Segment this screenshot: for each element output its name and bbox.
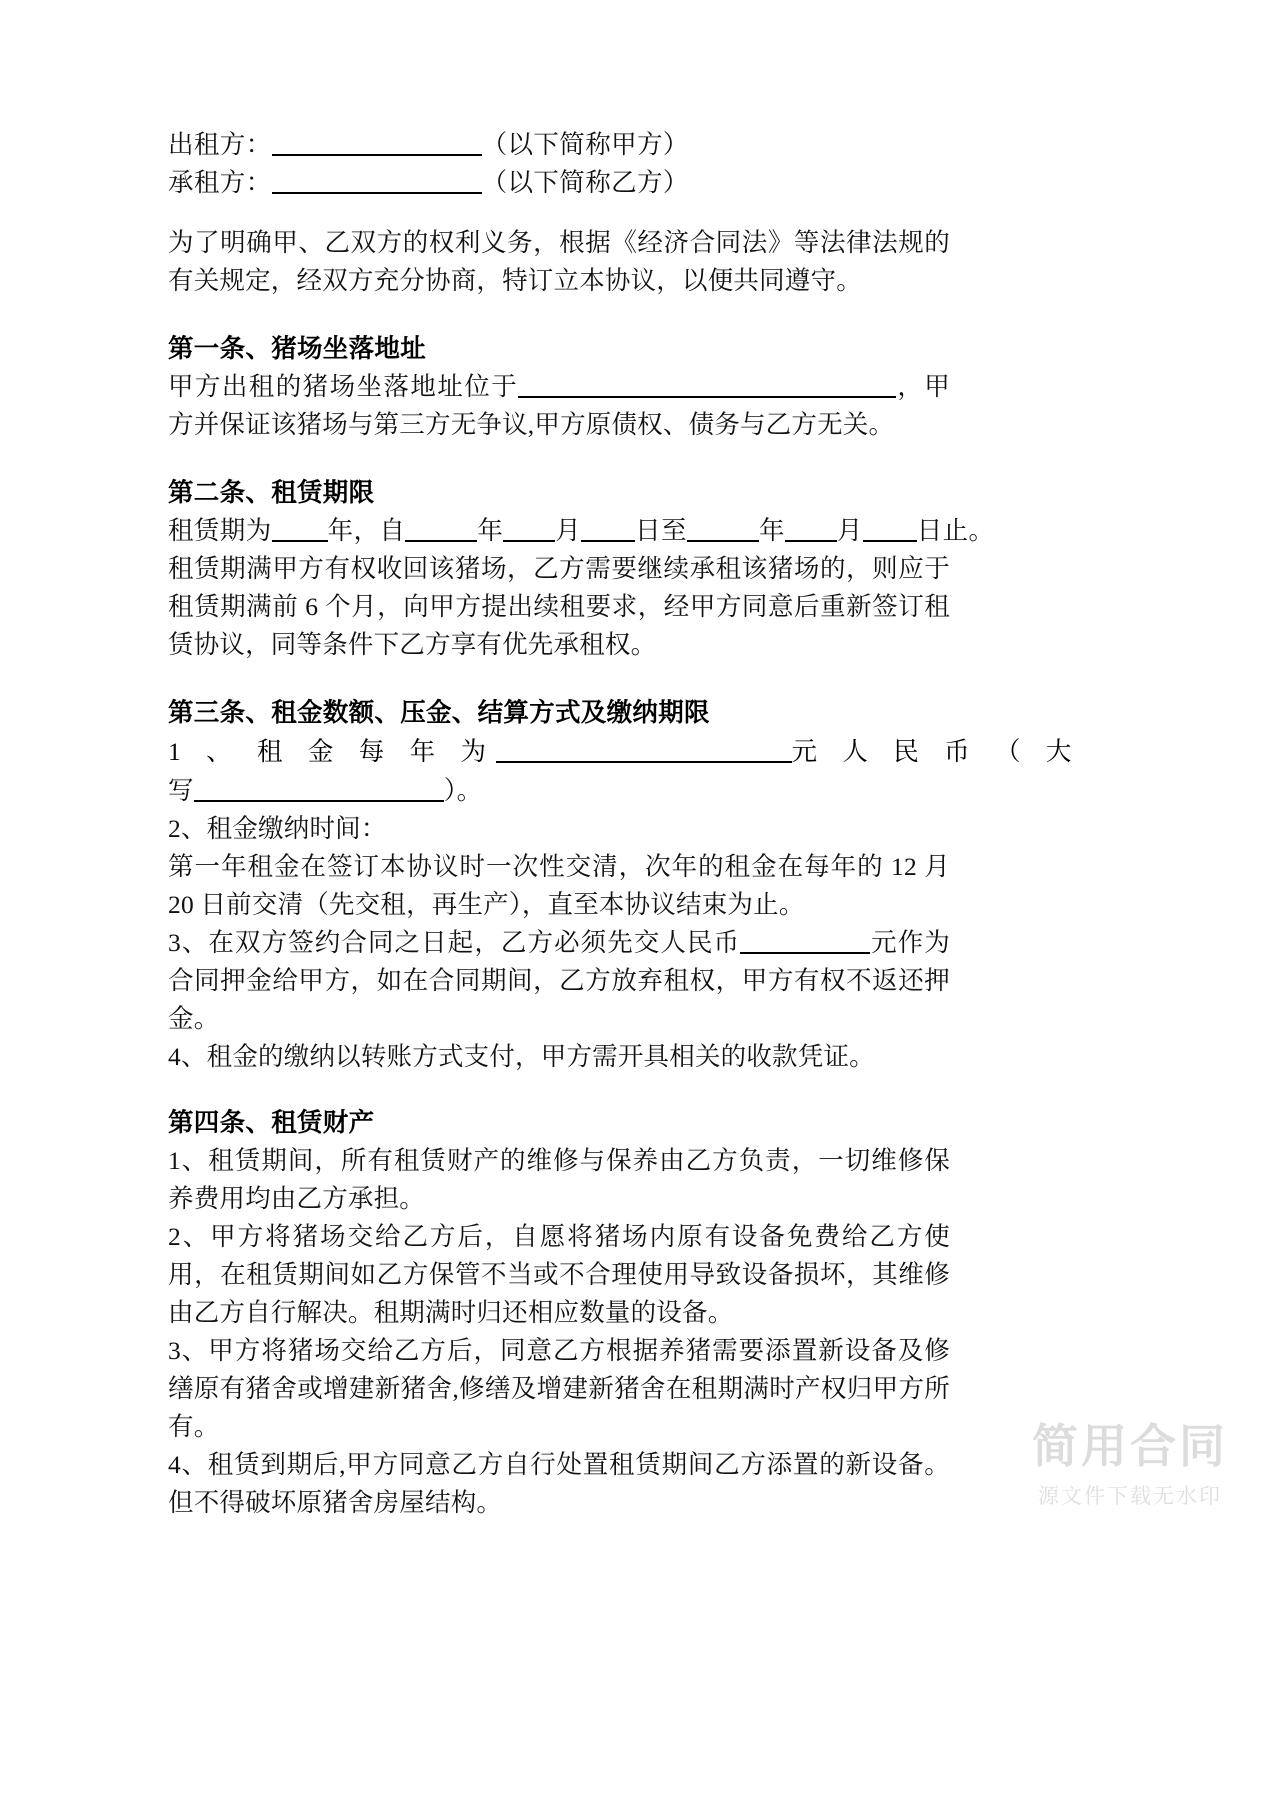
start-day-blank[interactable] xyxy=(581,518,635,542)
spacer xyxy=(168,202,950,224)
spacer xyxy=(168,664,950,694)
end-day-blank[interactable] xyxy=(863,518,917,542)
start-month-blank[interactable] xyxy=(503,518,555,542)
section-4-item-4: 4、租赁到期后,甲方同意乙方自行处置租赁期间乙方添置的新设备。但不得破坏原猪舍房屋结构。 xyxy=(168,1450,950,1517)
rent-mid: 元 人 民 币 （ 大 xyxy=(791,737,1081,766)
deposit-amount-blank[interactable] xyxy=(740,930,870,954)
section-4-item-3: 3、甲方将猪场交给乙方后，同意乙方根据养猪需要添置新设备及修缮原有猪舍或增建新猪舍,修缮及增建新猪舍在租期满时产权归甲方所有。 xyxy=(168,1336,950,1441)
start-day-label: 日至 xyxy=(635,516,687,545)
section-3-heading: 第三条、租金数额、压金、结算方式及缴纳期限 xyxy=(168,698,710,727)
start-month-label: 月 xyxy=(555,516,582,545)
term-prefix: 租赁期为 xyxy=(168,516,272,545)
term-years-blank[interactable] xyxy=(272,518,328,542)
capital-amount-blank[interactable] xyxy=(194,778,444,802)
address-blank-1[interactable] xyxy=(518,374,658,398)
capital-amount-tail: ）。 xyxy=(443,776,483,805)
lessee-line xyxy=(168,164,950,202)
watermark xyxy=(1032,1420,1228,1510)
section-3-item-1-line-1 xyxy=(168,732,1081,772)
lessee-label: 承租方： xyxy=(168,168,272,197)
term-year-unit: 年，自 xyxy=(327,516,406,545)
document-content xyxy=(168,126,1081,1522)
spacer xyxy=(168,1076,950,1104)
end-day-label: 日止。 xyxy=(916,516,995,545)
section-4-item-2: 2、甲方将猪场交给乙方后，自愿将猪场内原有设备免费给乙方使用，在租赁期间如乙方保管不当或不合理使用导致设备损坏，其维修由乙方自行解决。租期满时归还相应数量的设备。 xyxy=(168,1222,950,1327)
section-1-heading: 第一条、猪场坐落地址 xyxy=(168,334,427,363)
section-2-body: 租赁期满甲方有权收回该猪场，乙方需要继续承租该猪场的，则应于租赁期满前 6 个月，向甲方提出续租要求，经甲方同意后重新签订租赁协议，同等条件下乙方享有优先承租权。 xyxy=(168,554,950,659)
section-4-item-1: 1、租赁期间，所有租赁财产的维修与保养由乙方负责，一切维修保养费用均由乙方承担。 xyxy=(168,1146,950,1213)
section-3-item-3 xyxy=(168,924,950,1038)
rent-lead: 1 、 租 金 每 年 为 xyxy=(168,737,496,766)
watermark-title: 简用合同 xyxy=(1032,1419,1228,1473)
section-3-item-2-label: 2、租金缴纳时间： xyxy=(168,814,387,843)
annual-rent-blank[interactable] xyxy=(496,739,792,763)
section-1-lead: 甲方出租的猪场坐落地址位于 xyxy=(168,372,519,401)
lessor-label: 出租方： xyxy=(168,130,272,159)
section-3-item-2-body: 第一年租金在签订本协议时一次性交清，次年的租金在每年的 12 月 20 日前交清（先交租，再生产），直至本协议结束为止。 xyxy=(168,852,950,919)
section-4-heading: 第四条、租赁财产 xyxy=(168,1108,375,1137)
deposit-lead: 3、在双方签约合同之日起，乙方必须先交人民币 xyxy=(168,928,741,957)
section-1-tail: ，甲方并保证该猪场与第三方无争议,甲方原债权、债务与乙方无关。 xyxy=(168,372,950,439)
lease-term-line xyxy=(168,512,995,550)
spacer xyxy=(168,300,950,330)
section-3-item-1-line-2 xyxy=(168,772,950,810)
watermark-subtitle: 源文件下载无水印 xyxy=(1038,1484,1222,1508)
deposit-tail: 元作为合同押金给甲方，如在合同期间，乙方放弃租权，甲方有权不返还押金。 xyxy=(168,928,950,1033)
section-1-body xyxy=(168,368,950,444)
preamble-paragraph: 为了明确甲、乙双方的权利义务，根据《经济合同法》等法律法规的有关规定，经双方充分协商，特订立本协议，以便共同遵守。 xyxy=(168,228,950,295)
parties-block xyxy=(168,126,950,202)
spacer xyxy=(168,444,950,474)
lessor-line xyxy=(168,126,950,164)
lessor-suffix: （以下简称甲方） xyxy=(481,130,689,159)
section-2-heading: 第二条、租赁期限 xyxy=(168,478,375,507)
lessee-suffix: （以下简称乙方） xyxy=(481,168,689,197)
address-blank-2[interactable] xyxy=(658,374,896,398)
end-year-label: 年 xyxy=(758,516,785,545)
lessee-blank[interactable] xyxy=(272,170,482,194)
section-3-item-4: 4、租金的缴纳以转账方式支付，甲方需开具相关的收款凭证。 xyxy=(168,1042,875,1071)
capital-amount-label: 写 xyxy=(168,776,194,805)
lessor-blank[interactable] xyxy=(272,132,482,156)
end-month-blank[interactable] xyxy=(785,518,837,542)
start-year-label: 年 xyxy=(477,516,504,545)
end-month-label: 月 xyxy=(836,516,863,545)
end-year-blank[interactable] xyxy=(687,518,759,542)
start-year-blank[interactable] xyxy=(405,518,477,542)
